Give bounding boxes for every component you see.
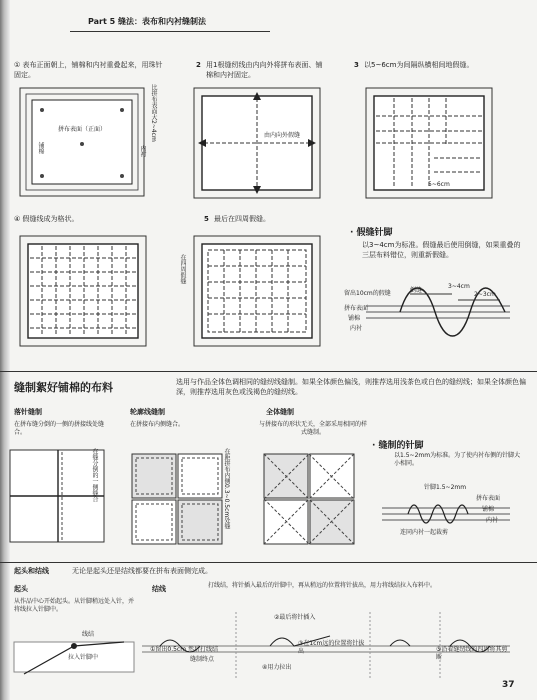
end-title: 结线	[152, 585, 166, 593]
end-text: 打线结，将针插入最后的针脚中，再从稍远的位置将针拔出，用力将线结拉入布料中。	[208, 582, 437, 589]
section2-desc: 选用与作品全体色调相同的缝纫线缝制。如果全体颜色偏浅，则推荐选用浅茶色或白色的缝纫线；如果全体颜色偏深，则推荐选用灰色或浅褐色的缝纫线。	[176, 378, 526, 396]
col2-diagram	[130, 452, 230, 552]
header-title: Part 5 缝法：表布和内衬缝制法	[88, 17, 206, 26]
col1-text: 在拼布缝分倒的一侧的拼接线处缝合。	[14, 421, 105, 436]
baste-batting-label: 铺棉	[348, 315, 361, 322]
baste-gap1-label: 3~4cm	[448, 283, 470, 290]
insert-label: ②最后将针插入	[274, 614, 316, 621]
step1-size-label: 比拼布表面大2~4cm	[150, 84, 157, 142]
section2-rule	[0, 371, 537, 372]
stitch-title: · 缝制的针脚	[372, 441, 424, 451]
start-title: 起头	[14, 585, 28, 593]
section3-title: 起头和结线	[14, 567, 49, 575]
step5-edge-label: 在四周假缝	[179, 254, 186, 284]
baste-backstitch-label: 倒缝	[410, 287, 423, 294]
baste-leave-label: 留出10cm的假缝	[344, 290, 391, 297]
col2-label: 在距拼布内侧0.3~0.5cm处缝	[223, 448, 230, 530]
col3-title: 全体缝制	[266, 408, 294, 416]
step2-diagram	[192, 86, 322, 201]
header-rule	[70, 31, 270, 32]
baste-front-label: 拼布表面	[344, 305, 369, 312]
baste-lining-label: 内衬	[350, 325, 363, 332]
step1-text: ① 表布正面朝上，铺棉和内衬重叠起来，用珠针固定。	[14, 61, 163, 79]
start-diagram	[14, 622, 134, 678]
pull-hard-label: ④用力拉出	[262, 664, 292, 671]
step4-diagram	[18, 234, 148, 349]
stitch-note-label: 连同内衬一起裁剪	[400, 529, 449, 536]
page-number: 37	[502, 680, 515, 690]
col1-label: 在缝分倒的一侧缝合	[91, 448, 98, 502]
step5-text: 最后在四周假缝。	[214, 215, 270, 223]
knot-label: 线结	[82, 631, 95, 638]
col3-text: 与拼接布的形状无关，全部采用相同的样式缝制。	[258, 421, 367, 436]
baste-gap2-label: 2~3cm	[474, 291, 496, 298]
cut-label: ⑤沿着缝纫线的四周将其剪断	[436, 646, 508, 661]
leave-label: ①留出0.5cm 然后打线结	[150, 646, 218, 653]
col3-diagram	[262, 452, 362, 552]
col1-title: 落针缝制	[14, 408, 42, 416]
step1-front-label: 拼布表面（正面）	[58, 126, 107, 133]
pull-out-label: ③在1cm远的位置将针拔出	[298, 640, 365, 655]
step3-text: 以5~6cm为间隔纵横相间地假缝。	[364, 61, 474, 69]
section3-desc: 无论是起头还是结线都要在拼布表面侧完成。	[72, 567, 212, 575]
stitch-batting-label: 铺棉	[482, 506, 495, 513]
stitch-desc: 以1.5~2mm为标准。为了使内衬布侧的针脚大小相同。	[394, 452, 521, 467]
step2-num: 2	[196, 61, 201, 69]
start-text: 从作品中心开始起头。从针脚稍远处入针，并将线拉入针脚中。	[14, 598, 135, 613]
step1-lining-label: 内衬	[139, 145, 146, 157]
pull-label: 拉入针脚中	[68, 654, 99, 661]
step2-text: 用1根缝纫线由内向外将拼布表面、铺棉和内衬固定。	[206, 61, 323, 79]
stitch-front-label: 拼布表面	[476, 495, 501, 502]
step3-num: 3	[354, 61, 359, 69]
stitch-length-label: 针脚1.5~2mm	[424, 484, 467, 491]
page-gutter-shadow	[0, 0, 10, 700]
step5-num: 5	[204, 215, 209, 223]
step2-dir-label: 由内向外假缝	[264, 132, 301, 139]
stitch-lining-label: 内衬	[486, 517, 499, 524]
col2-text: 在拼接布内侧缝合。	[130, 421, 185, 428]
position-label: 缝制终点	[190, 656, 215, 663]
section3-rule	[0, 562, 537, 563]
section2-title: 缝制絮好铺棉的布料	[14, 381, 113, 394]
col2-title: 轮廓线缝制	[130, 408, 165, 416]
step5-diagram	[192, 234, 322, 349]
step3-gap-label: 5~6cm	[428, 181, 450, 188]
baste-stitch-desc: 以3~4cm为标准。假缝最后使用倒缝，如果重叠的三层布料错位，则重新假缝。	[362, 241, 521, 259]
baste-stitch-title: · 假缝针脚	[350, 228, 393, 238]
step1-batting-label: 铺棉	[37, 142, 44, 154]
step4-text: ④ 假缝线成为格状。	[14, 215, 79, 223]
